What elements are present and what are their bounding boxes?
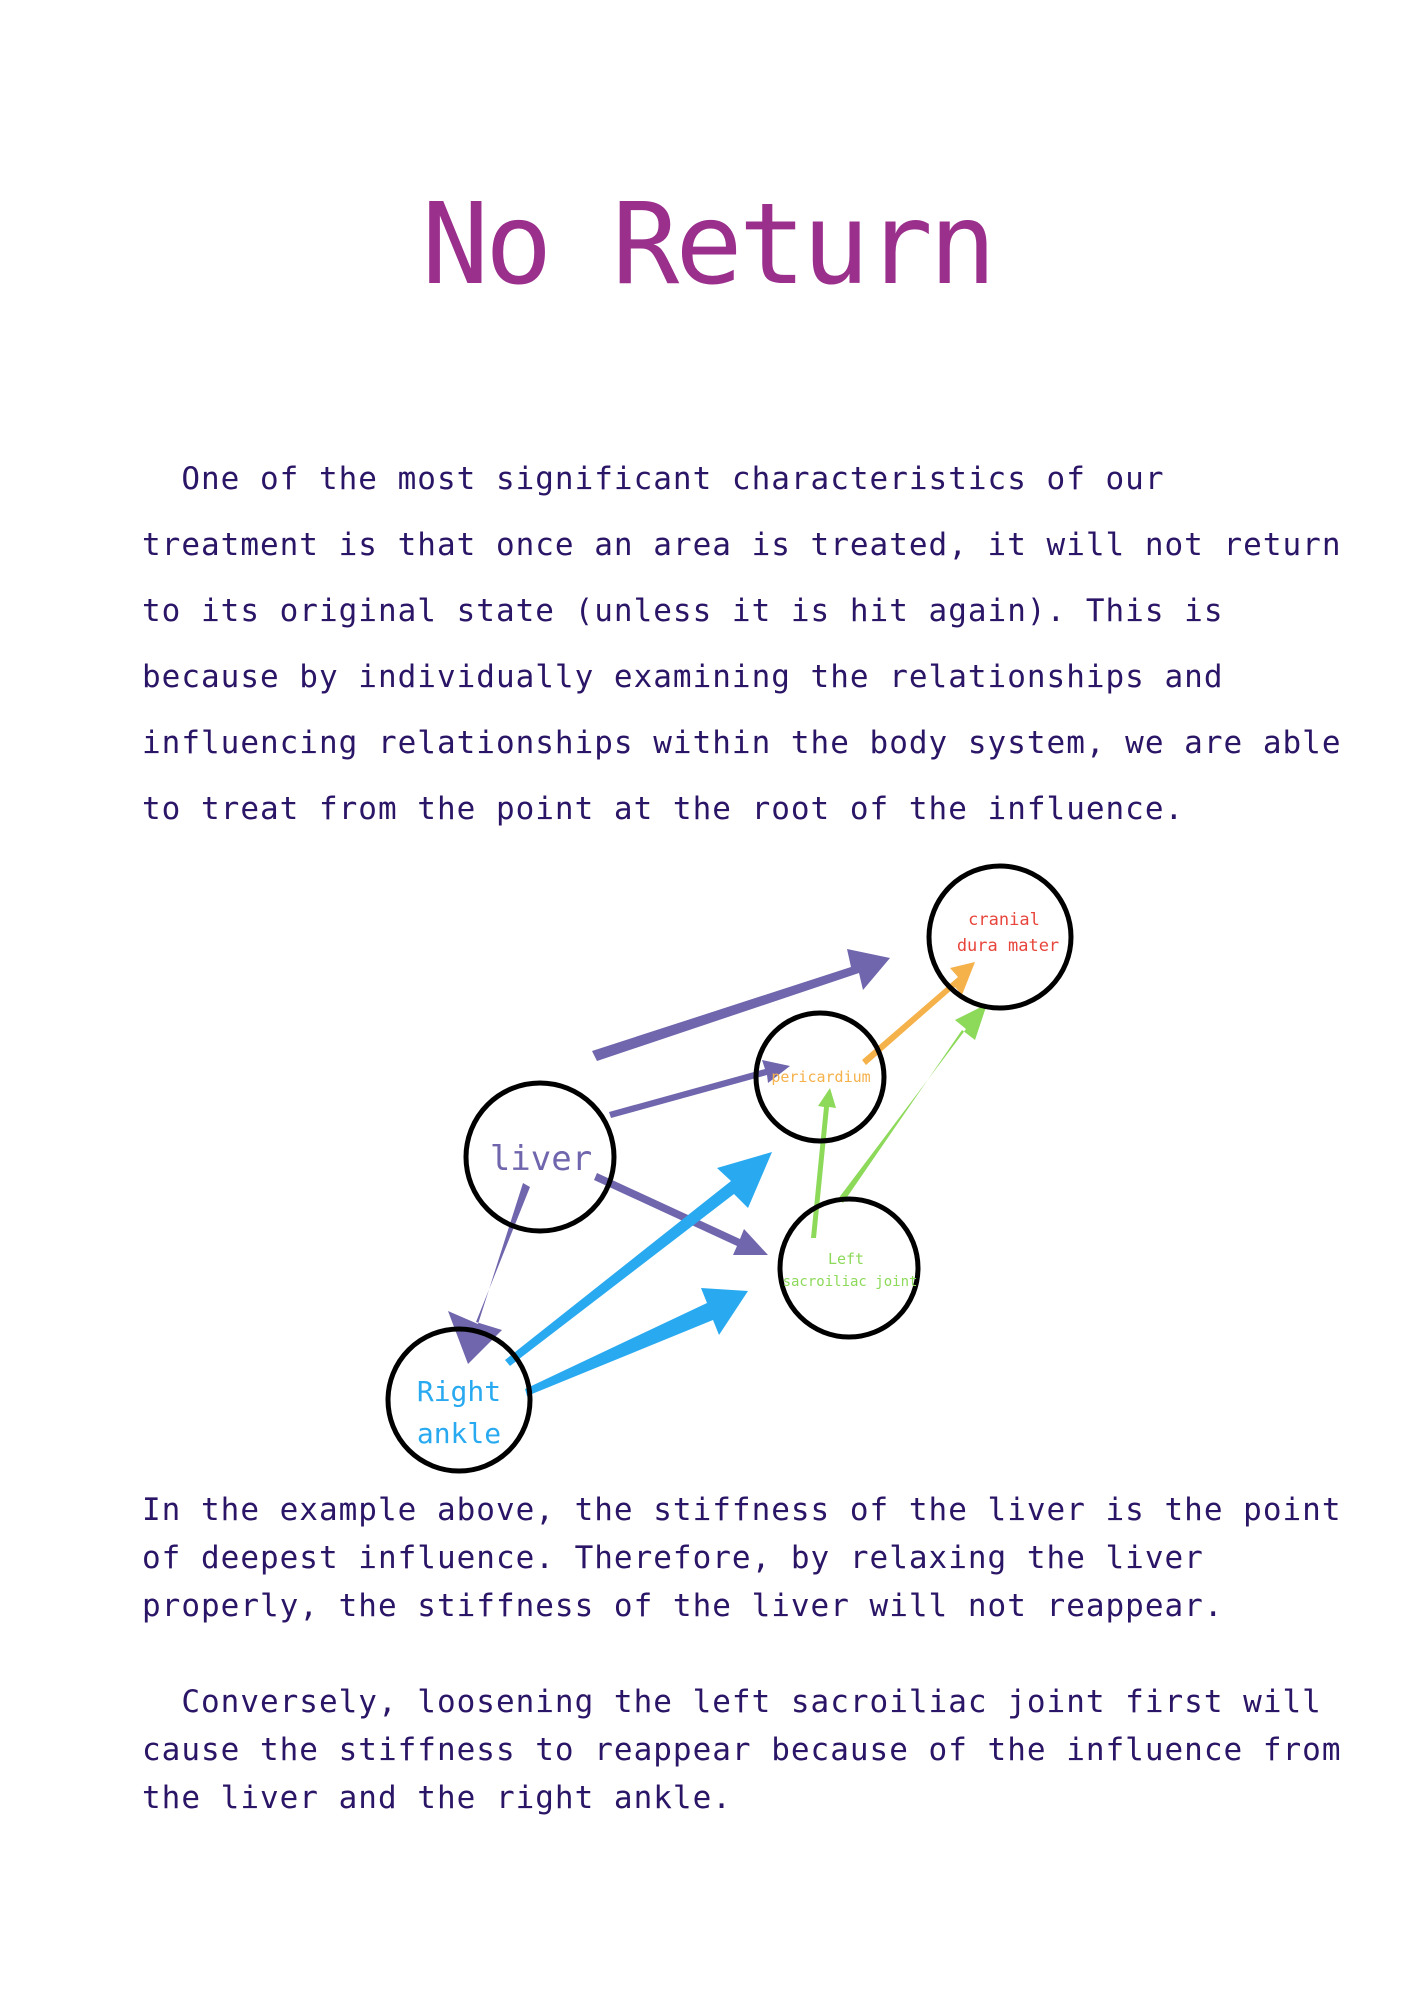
ankle-label-line2: ankle bbox=[416, 1417, 502, 1450]
paragraph-line: treatment is that once an area is treated, it will not return bbox=[142, 527, 1342, 563]
paragraph-line: Conversely, loosening the left sacroiliac joint first will bbox=[142, 1684, 1322, 1720]
arrow-ankle-to-sacroiliac bbox=[525, 1288, 748, 1396]
ankle-label-line1: Right bbox=[416, 1375, 502, 1408]
arrow-liver-to-cranial bbox=[592, 949, 890, 1061]
paragraph-line: In the example above, the stiffness of the liver is the point bbox=[142, 1492, 1342, 1528]
sacroiliac-label-line1: Left bbox=[827, 1250, 865, 1268]
paragraph-line: properly, the stiffness of the liver will not reappear. bbox=[142, 1588, 1224, 1624]
paragraph-line: of deepest influence. Therefore, by relaxing the liver bbox=[142, 1540, 1204, 1576]
paragraph-line: influencing relationships within the body system, we are able bbox=[142, 725, 1342, 761]
ankle-arrows bbox=[505, 1152, 772, 1396]
conclusion-paragraph bbox=[142, 1678, 1342, 1822]
sacroiliac-arrows bbox=[811, 1004, 987, 1238]
cranial-label-line1: cranial bbox=[968, 910, 1040, 930]
paragraph-line: to treat from the point at the root of the influence. bbox=[142, 791, 1185, 827]
pericardium-label: pericardium bbox=[771, 1068, 871, 1086]
cranial-label-line2: dura mater bbox=[956, 936, 1060, 956]
paragraph-line: cause the stiffness to reappear because of the influence from bbox=[142, 1732, 1342, 1768]
explanation-paragraph bbox=[142, 1486, 1342, 1630]
liver-label: liver bbox=[489, 1139, 593, 1179]
paragraph-line: to its original state (unless it is hit again). This is bbox=[142, 593, 1224, 629]
arrow-sacroiliac-to-cranial bbox=[838, 1004, 987, 1203]
paragraph-line: One of the most significant characteristics of our bbox=[142, 461, 1165, 497]
paragraph-line: because by individually examining the relationships and bbox=[142, 659, 1224, 695]
arrow-sacroiliac-to-pericardium bbox=[811, 1088, 836, 1238]
sacroiliac-node bbox=[780, 1199, 918, 1337]
arrow-ankle-to-pericardium bbox=[505, 1152, 772, 1366]
sacroiliac-label-line2: sacroiliac joint bbox=[782, 1274, 918, 1290]
page-title: No Return bbox=[421, 180, 993, 310]
paragraph-line: the liver and the right ankle. bbox=[142, 1780, 732, 1816]
